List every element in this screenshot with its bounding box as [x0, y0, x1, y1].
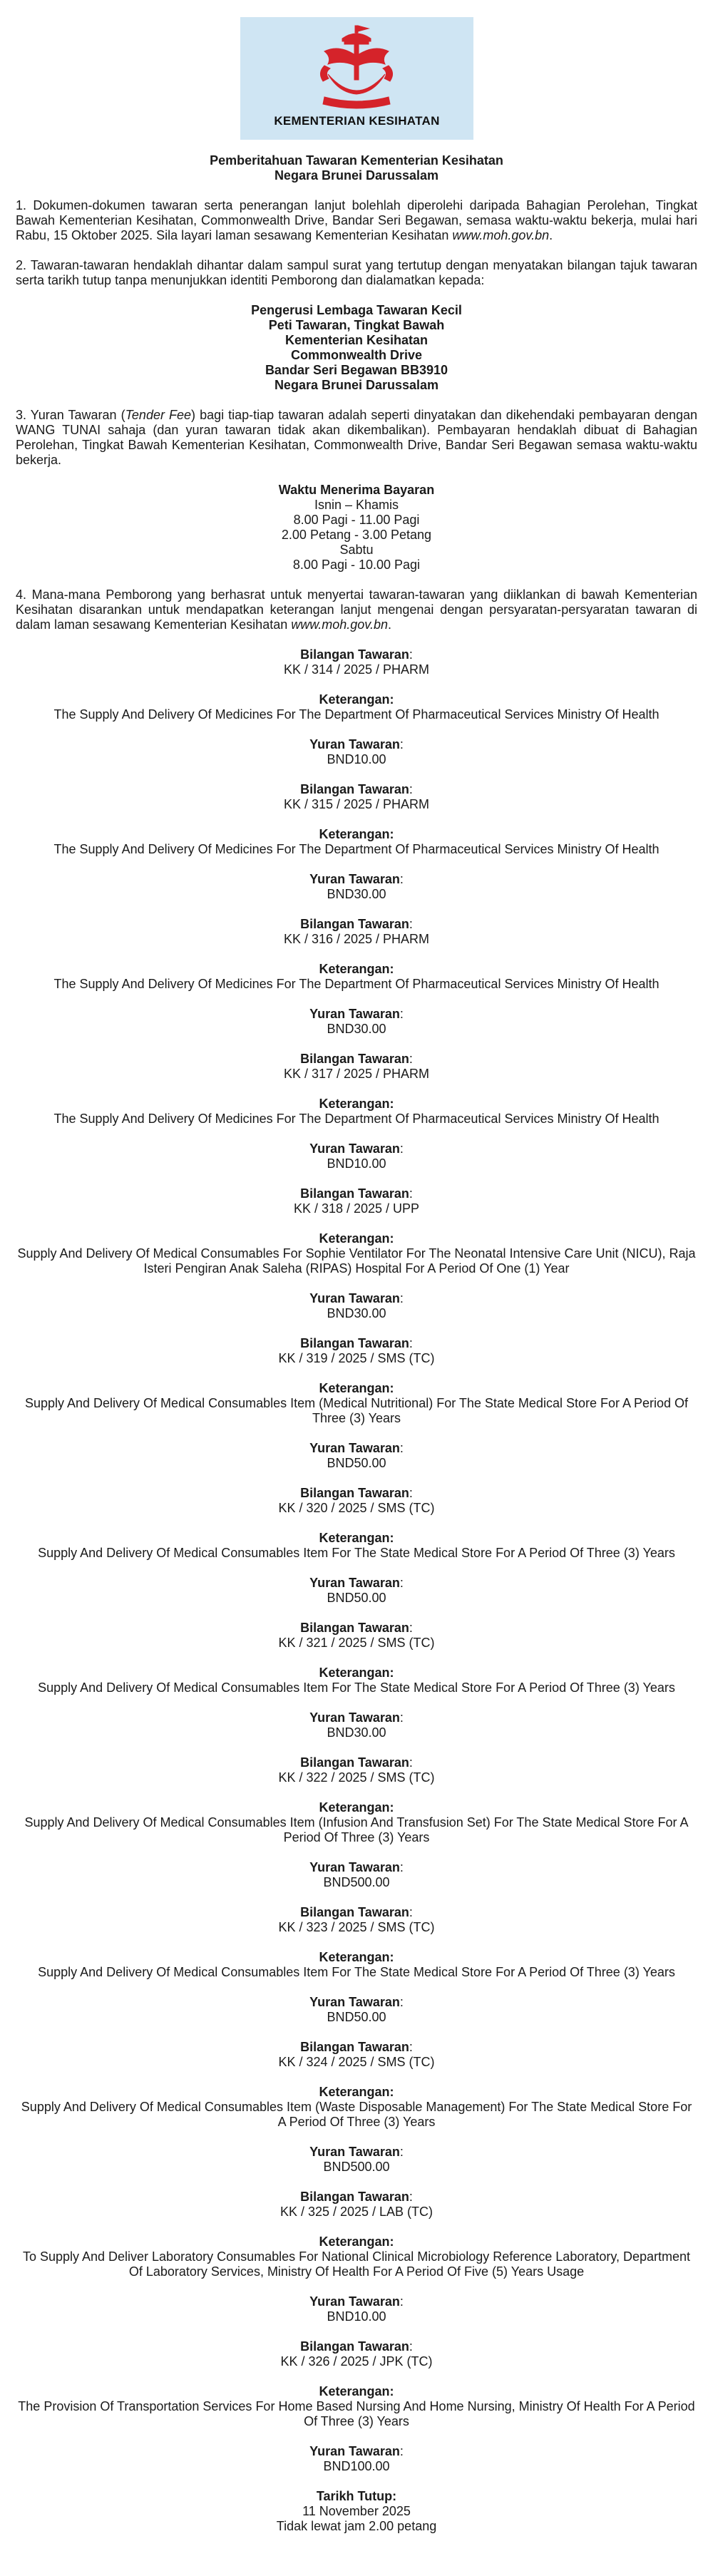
tender-fee-block: Yuran Tawaran: BND30.00 [16, 1291, 697, 1321]
closing-date [16, 2489, 697, 2534]
tender-fee: BND30.00 [327, 887, 386, 901]
tender-number: KK / 320 / 2025 / SMS (TC) [278, 1501, 435, 1515]
tender-fee-label: Yuran Tawaran [309, 1710, 400, 1725]
address-line: Negara Brunei Darussalam [274, 378, 439, 392]
payment-hours-heading: Waktu Menerima Bayaran [278, 483, 435, 497]
paragraph-4-text: 4. Mana-mana Pemborong yang berhasrat untuk menyertai tawaran-tawaran yang diiklankan di bawah Kementerian Kesihatan disarankan untuk mendapatkan keterangan lanjut mengenai dengan persyaratan-persyaratan tawaran di dalam laman sesawang Kementerian Kesihatan [16, 587, 697, 632]
tender-number-block: Bilangan Tawaran: KK / 315 / 2025 / PHARM [16, 782, 697, 812]
tender-description: Supply And Delivery Of Medical Consumables Item (Waste Disposable Management) For The State Medical Store For A Period Of Three (3) Years [21, 2100, 692, 2129]
tender-description-block [16, 1381, 697, 1426]
tender-fee-label: Yuran Tawaran [309, 872, 400, 886]
tender-item [16, 917, 697, 1037]
tender-fee-block: Yuran Tawaran: BND500.00 [16, 1860, 697, 1890]
tender-number: KK / 315 / 2025 / PHARM [283, 797, 430, 811]
tender-number-label: Bilangan Tawaran [300, 647, 409, 662]
tender-number-block: Bilangan Tawaran: KK / 324 / 2025 / SMS (TC) [16, 2040, 697, 2070]
closing-heading: Tarikh Tutup: [316, 2489, 397, 2503]
moh-website-link-2[interactable]: www.moh.gov.bn [291, 617, 388, 632]
tender-item [16, 1336, 697, 1471]
tender-item [16, 1621, 697, 1740]
logo-caption: KEMENTERIAN KESIHATAN [274, 114, 440, 128]
tender-item [16, 1486, 697, 1606]
tender-fee-block: Yuran Tawaran: BND30.00 [16, 872, 697, 902]
tender-description-block [16, 1531, 697, 1561]
tender-fee-label: Yuran Tawaran [309, 1007, 400, 1021]
tender-description-label: Keterangan: [319, 1666, 394, 1680]
paragraph-3 [16, 408, 697, 468]
tender-number-block: Bilangan Tawaran: KK / 317 / 2025 / PHARM [16, 1052, 697, 1082]
tender-item [16, 1755, 697, 1890]
tender-number: KK / 314 / 2025 / PHARM [283, 662, 430, 677]
payment-hours-line: 8.00 Pagi - 10.00 Pagi [292, 558, 421, 572]
address-line: Kementerian Kesihatan [284, 333, 429, 347]
tender-description: The Supply And Delivery Of Medicines For The Department Of Pharmaceutical Services Ministry Of Health [53, 707, 660, 722]
tender-description-block [16, 1800, 697, 1845]
tender-description-label: Keterangan: [319, 692, 394, 707]
tender-fee: BND500.00 [323, 2160, 390, 2174]
ministry-logo [240, 17, 473, 140]
tender-fee-block: Yuran Tawaran: BND50.00 [16, 1995, 697, 2025]
tender-fee: BND50.00 [327, 2010, 386, 2024]
tender-number: KK / 316 / 2025 / PHARM [283, 932, 430, 946]
tender-item [16, 1186, 697, 1321]
title-line-1: Pemberitahuan Tawaran Kementerian Kesihatan [210, 153, 503, 168]
tender-description-block [16, 1950, 697, 1980]
tender-description: The Supply And Delivery Of Medicines For The Department Of Pharmaceutical Services Ministry Of Health [53, 977, 660, 991]
tender-number-label: Bilangan Tawaran [300, 2190, 409, 2204]
address-line: Pengerusi Lembaga Tawaran Kecil [251, 303, 462, 317]
tender-description: The Provision Of Transportation Services For Home Based Nursing And Home Nursing, Ministry Of Health For A Period Of Three (3) Years [18, 2399, 695, 2428]
tender-description-label: Keterangan: [319, 962, 394, 976]
tender-description: To Supply And Deliver Laboratory Consumables For National Clinical Microbiology Reference Laboratory, Department Of Laboratory Services, Ministry Of Health For A Period Of Five (5) Years Usage [22, 2249, 691, 2279]
paragraph-1: 1. Dokumen-dokumen tawaran serta penerangan lanjut bolehlah diperolehi daripada Bahagian Perolehan, Tingkat Bawah Kementerian Kesihatan, Commonwealth Drive, Bandar Seri Begawan, semasa waktu-waktu bekerja, mulai hari Rabu, 15 Oktober 2025. Sila layari laman sesawang Kementerian Kesihatan www.moh.gov.bn. [16, 198, 697, 242]
notice-content [16, 153, 697, 2534]
tender-item [16, 647, 697, 767]
tender-fee-block: Yuran Tawaran: BND50.00 [16, 1441, 697, 1471]
tender-fee-block: Yuran Tawaran: BND10.00 [16, 2294, 697, 2324]
tender-description-block [16, 692, 697, 722]
tender-description: Supply And Delivery Of Medical Consumables For Sophie Ventilator For The Neonatal Intensive Care Unit (NICU), Raja Isteri Pengiran Anak Saleha (RIPAS) Hospital For A Period Of One (1) Year [17, 1246, 696, 1276]
tender-fee-label: Yuran Tawaran [309, 2145, 400, 2159]
tender-description-block [16, 1097, 697, 1127]
tender-fee-block: Yuran Tawaran: BND30.00 [16, 1007, 697, 1037]
tender-number-label: Bilangan Tawaran [300, 1486, 409, 1500]
tender-number-label: Bilangan Tawaran [300, 1621, 409, 1635]
tender-fee-label: Yuran Tawaran [309, 1860, 400, 1874]
tender-description-block [16, 2234, 697, 2279]
tender-fee-block: Yuran Tawaran: BND10.00 [16, 737, 697, 767]
tender-number-label: Bilangan Tawaran [300, 1052, 409, 1066]
tender-number-block: Bilangan Tawaran: KK / 325 / 2025 / LAB (TC) [16, 2190, 697, 2220]
tender-fee: BND10.00 [327, 1156, 386, 1171]
tender-fee: BND50.00 [327, 1591, 386, 1605]
tender-description-label: Keterangan: [319, 827, 394, 841]
tender-number: KK / 321 / 2025 / SMS (TC) [278, 1636, 435, 1650]
tender-number-label: Bilangan Tawaran [300, 2040, 409, 2054]
tender-description: Supply And Delivery Of Medical Consumables Item For The State Medical Store For A Period Of Three (3) Years [38, 1680, 675, 1695]
tender-number-label: Bilangan Tawaran [300, 1186, 409, 1201]
tender-fee-label: Yuran Tawaran [309, 737, 400, 751]
title-line-2: Negara Brunei Darussalam [274, 168, 439, 183]
payment-hours [16, 483, 697, 573]
tender-fee: BND10.00 [327, 752, 386, 766]
tender-fee: BND100.00 [323, 2459, 390, 2473]
tender-description: Supply And Delivery Of Medical Consumables Item (Medical Nutritional) For The State Medical Store For A Period Of Three (3) Years [24, 1396, 689, 1425]
tender-number-block: Bilangan Tawaran: KK / 314 / 2025 / PHARM [16, 647, 697, 677]
tender-fee-label: Yuran Tawaran [309, 2294, 400, 2309]
tender-number: KK / 317 / 2025 / PHARM [283, 1067, 430, 1081]
brunei-crest-icon [303, 23, 410, 112]
tender-number: KK / 323 / 2025 / SMS (TC) [278, 1920, 435, 1934]
tender-fee-block: Yuran Tawaran: BND100.00 [16, 2444, 697, 2474]
tender-fee-label: Yuran Tawaran [309, 1995, 400, 2009]
tender-description: Supply And Delivery Of Medical Consumables Item (Infusion And Transfusion Set) For The State Medical Store For A Period Of Three (3) Years [24, 1815, 689, 1844]
tender-description-block [16, 1231, 697, 1276]
tender-fee: BND10.00 [327, 2309, 386, 2324]
tender-description-label: Keterangan: [319, 2384, 394, 2398]
tender-fee: BND30.00 [327, 1306, 386, 1320]
tender-description-label: Keterangan: [319, 1381, 394, 1395]
tender-fee: BND50.00 [327, 1456, 386, 1470]
tender-description-label: Keterangan: [319, 1800, 394, 1815]
tender-item [16, 782, 697, 902]
tender-fee-block: Yuran Tawaran: BND500.00 [16, 2145, 697, 2175]
tender-number: KK / 318 / 2025 / UPP [293, 1201, 420, 1216]
tender-item [16, 2190, 697, 2324]
address-line: Peti Tawaran, Tingkat Bawah [268, 318, 445, 332]
tender-item [16, 2040, 697, 2175]
tender-description-block [16, 1666, 697, 1695]
paragraph-3-text-b: ) bagi tiap-tiap tawaran adalah seperti dinyatakan dan dikehendaki pembayaran dengan WANG TUNAI sahaja (dan yuran tawaran tidak akan dikembalikan). Pembayaran hendaklah dibuat di Bahagian Perolehan, Tingkat Bawah Kementerian Kesihatan, Commonwealth Drive, Bandar Seri Begawan semasa waktu-waktu bekerja. [16, 408, 697, 467]
tender-number-label: Bilangan Tawaran [300, 1336, 409, 1350]
payment-hours-line: 8.00 Pagi - 11.00 Pagi [293, 513, 420, 527]
paragraph-1-text: 1. Dokumen-dokumen tawaran serta penerangan lanjut bolehlah diperolehi daripada Bahagian Perolehan, Tingkat Bawah Kementerian Kesihatan, Commonwealth Drive, Bandar Seri Begawan, semasa waktu-waktu bekerja, mulai hari Rabu, 15 Oktober 2025. Sila layari laman sesawang Kementerian Kesihatan [16, 198, 697, 242]
tender-list [16, 647, 697, 2474]
tender-number-label: Bilangan Tawaran [300, 917, 409, 931]
address-line: Commonwealth Drive [290, 348, 423, 362]
tender-description-label: Keterangan: [319, 2234, 394, 2249]
tender-fee-block: Yuran Tawaran: BND10.00 [16, 1141, 697, 1171]
tender-description-label: Keterangan: [319, 1231, 394, 1246]
closing-date-value: 11 November 2025 [302, 2504, 411, 2518]
tender-number-label: Bilangan Tawaran [300, 1755, 409, 1770]
notice-title [16, 153, 697, 183]
tender-description-label: Keterangan: [319, 1097, 394, 1111]
tender-description-label: Keterangan: [319, 1531, 394, 1545]
address-line: Bandar Seri Begawan BB3910 [265, 363, 448, 377]
paragraph-2: 2. Tawaran-tawaran hendaklah dihantar dalam sampul surat yang tertutup dengan menyatakan bilangan tajuk tawaran serta tarikh tutup tanpa menunjukkan identiti Pemborong dan dialamatkan kepada: [16, 258, 697, 287]
tender-description: The Supply And Delivery Of Medicines For The Department Of Pharmaceutical Services Ministry Of Health [53, 842, 660, 856]
tender-fee: BND30.00 [327, 1022, 386, 1036]
tender-fee-label: Yuran Tawaran [309, 2444, 400, 2458]
tender-fee-label: Yuran Tawaran [309, 1141, 400, 1156]
tender-item [16, 2339, 697, 2474]
paragraph-4: 4. Mana-mana Pemborong yang berhasrat untuk menyertai tawaran-tawaran yang diiklankan di bawah Kementerian Kesihatan disarankan untuk mendapatkan keterangan lanjut mengenai dengan persyaratan-persyaratan tawaran di dalam laman sesawang Kementerian Kesihatan www.moh.gov.bn. [16, 587, 697, 632]
tender-number-block: Bilangan Tawaran: KK / 322 / 2025 / SMS (TC) [16, 1755, 697, 1785]
tender-number: KK / 319 / 2025 / SMS (TC) [278, 1351, 435, 1365]
tender-item [16, 1052, 697, 1171]
tender-fee-term: Tender Fee [125, 408, 192, 422]
tender-number-label: Bilangan Tawaran [300, 782, 409, 796]
payment-hours-line: Sabtu [339, 543, 374, 557]
submission-address [16, 303, 697, 393]
tender-number-label: Bilangan Tawaran [300, 2339, 409, 2354]
tender-number-block: Bilangan Tawaran: KK / 326 / 2025 / JPK (TC) [16, 2339, 697, 2369]
tender-description-label: Keterangan: [319, 2085, 394, 2099]
moh-website-link-1[interactable]: www.moh.gov.bn [452, 228, 550, 242]
tender-fee-block: Yuran Tawaran: BND30.00 [16, 1710, 697, 1740]
tender-fee: BND30.00 [327, 1725, 386, 1740]
tender-description-block [16, 962, 697, 992]
tender-description-block [16, 2384, 697, 2429]
tender-description-label: Keterangan: [319, 1950, 394, 1964]
tender-description-block [16, 2085, 697, 2130]
tender-number: KK / 324 / 2025 / SMS (TC) [278, 2055, 435, 2069]
tender-number-block: Bilangan Tawaran: KK / 316 / 2025 / PHARM [16, 917, 697, 947]
tender-number: KK / 326 / 2025 / JPK (TC) [280, 2354, 433, 2369]
tender-item [16, 1905, 697, 2025]
tender-fee-label: Yuran Tawaran [309, 1441, 400, 1455]
closing-time-value: Tidak lewat jam 2.00 petang [276, 2519, 437, 2533]
tender-number: KK / 322 / 2025 / SMS (TC) [278, 1770, 435, 1785]
tender-fee: BND500.00 [323, 1875, 390, 1889]
tender-number-label: Bilangan Tawaran [300, 1905, 409, 1919]
paragraph-3-text-a: 3. Yuran Tawaran ( [16, 408, 125, 422]
tender-fee-label: Yuran Tawaran [309, 1576, 400, 1590]
payment-hours-line: 2.00 Petang - 3.00 Petang [281, 528, 432, 542]
tender-number: KK / 325 / 2025 / LAB (TC) [279, 2205, 434, 2219]
tender-fee-label: Yuran Tawaran [309, 1291, 400, 1305]
payment-hours-line: Isnin – Khamis [314, 498, 399, 512]
tender-description: Supply And Delivery Of Medical Consumables Item For The State Medical Store For A Period Of Three (3) Years [38, 1546, 675, 1560]
tender-description: Supply And Delivery Of Medical Consumables Item For The State Medical Store For A Period Of Three (3) Years [38, 1965, 675, 1979]
tender-number-block: Bilangan Tawaran: KK / 323 / 2025 / SMS (TC) [16, 1905, 697, 1935]
tender-number-block: Bilangan Tawaran: KK / 318 / 2025 / UPP [16, 1186, 697, 1216]
tender-fee-block: Yuran Tawaran: BND50.00 [16, 1576, 697, 1606]
tender-number-block: Bilangan Tawaran: KK / 320 / 2025 / SMS (TC) [16, 1486, 697, 1516]
tender-description: The Supply And Delivery Of Medicines For The Department Of Pharmaceutical Services Ministry Of Health [53, 1112, 660, 1126]
tender-number-block: Bilangan Tawaran: KK / 321 / 2025 / SMS (TC) [16, 1621, 697, 1651]
tender-number-block: Bilangan Tawaran: KK / 319 / 2025 / SMS (TC) [16, 1336, 697, 1366]
tender-description-block [16, 827, 697, 857]
